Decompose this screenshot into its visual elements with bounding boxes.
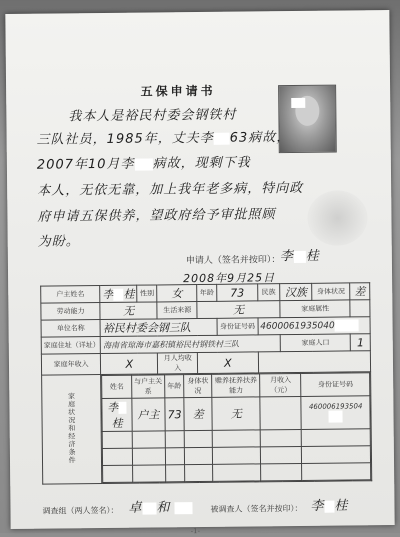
blank-cell (302, 463, 371, 481)
cell-empty (258, 351, 371, 373)
cell-value: 裕民村委会钢三队 (100, 318, 217, 336)
cell-value: 海南省琼海市嘉积镇裕民村钢铁村三队 (100, 335, 280, 354)
investigated-sig-text: 李 (310, 498, 325, 514)
cell-value: 73 (217, 284, 258, 301)
cell-value: 1 (350, 334, 370, 351)
members-subtable-cell (101, 372, 372, 484)
investigated-signature (310, 494, 348, 513)
investigator-label: 调查组（两人签名）： (42, 505, 119, 516)
investigator-sig-text: 卓 (128, 500, 143, 516)
cell-label: 民族 (257, 284, 280, 301)
applicant-sig-text: 李 (279, 249, 294, 265)
blank-cell (213, 447, 261, 465)
blank-cell (102, 431, 132, 448)
body-line-3 (37, 151, 251, 172)
cell-value: 无 (197, 301, 280, 319)
body-line-3-text: 2007年10月李 (36, 156, 135, 173)
form-title: 五保申请书 (140, 83, 216, 99)
id-value: 4600061935040 (260, 321, 335, 332)
redaction-box (134, 158, 152, 170)
applicant-label: 申请人（签名并按印）： (185, 255, 281, 267)
cell-label: 年龄 (197, 284, 217, 301)
cell-label: 身份证号码 (217, 318, 258, 335)
cell-empty (350, 300, 370, 317)
blank-cell (261, 463, 302, 480)
redaction-box (142, 502, 156, 514)
body-line-3-tail: 病故，现剩下我 (152, 155, 251, 172)
redaction-box (324, 500, 334, 512)
cell-label: 生活来源 (157, 302, 197, 319)
blank-cell (213, 464, 261, 482)
member-name-tail: 桂 (111, 416, 123, 430)
investigator-signature (128, 496, 192, 516)
redaction-box (294, 250, 306, 262)
cell-value: 汉族 (280, 283, 312, 300)
body-line-5 (37, 203, 275, 224)
redaction-box (214, 132, 230, 144)
blank-cell (103, 448, 133, 465)
member-age: 73 (165, 398, 184, 431)
redaction-box (335, 319, 359, 331)
member-col: 赡养抚养扶养能力 (212, 374, 260, 398)
ink-stamp (307, 190, 368, 246)
redaction-box (174, 502, 192, 514)
body-line-4-text: 本人，无依无靠，加上我年老多病，特向政 (37, 180, 304, 199)
application-form-sheet (5, 10, 394, 536)
blank-cell (165, 431, 184, 448)
member-col: 月收入（元） (260, 373, 301, 396)
name-value-tail: 桂 (123, 287, 135, 301)
blank-cell (165, 448, 184, 465)
cell-label: 性别 (137, 285, 157, 302)
investigated-label: 被调查人（签名并按印）： (210, 503, 303, 514)
cell-value (258, 317, 371, 335)
cell-label: 身体状况 (312, 283, 350, 300)
cell-label: 家庭属性 (280, 300, 350, 318)
member-name (102, 398, 132, 431)
cell-label: 家庭年收入 (41, 354, 100, 376)
cell-value: 差 (350, 283, 370, 300)
member-relation: 户主 (132, 398, 166, 431)
members-subtable (101, 372, 371, 483)
cell-label: 家庭住址（详址） (41, 337, 100, 355)
cell-label: 劳动能力 (41, 303, 100, 321)
blank-cell (132, 431, 165, 448)
blank-cell (166, 465, 185, 482)
member-support: 无 (212, 397, 261, 431)
member-col: 年龄 (165, 375, 184, 398)
cell-value: X (101, 353, 158, 375)
name-value: 李 (102, 287, 114, 302)
member-name-text: 李 (107, 400, 119, 414)
body-line-2 (37, 126, 291, 148)
body-line-1-text: 我本人是裕民村委会钢铁村 (68, 107, 237, 125)
applicant-sig-tail: 桂 (305, 248, 320, 264)
cell-value: 无 (100, 302, 157, 320)
cell-value: X (198, 352, 259, 374)
body-line-2-tail: 63病故， (229, 130, 291, 146)
cell-label: 月人均收入 (158, 353, 198, 374)
page-number: -1- (190, 527, 200, 536)
blank-cell (132, 465, 165, 482)
investigator-sig-tail: 和 (156, 500, 171, 516)
redaction-box (118, 402, 126, 414)
blank-cell (212, 430, 260, 448)
cell-label: 户主姓名 (41, 286, 100, 304)
member-col: 姓名 (102, 375, 132, 398)
investigated-sig-tail: 桂 (334, 498, 349, 514)
member-col: 与户主关系 (131, 375, 164, 398)
body-line-1 (68, 104, 236, 125)
body-line-6 (38, 230, 80, 249)
member-income (260, 396, 301, 429)
applicant-signature (280, 245, 320, 264)
applicant-info-table (40, 282, 372, 484)
blank-cell (261, 446, 302, 463)
blank-cell (184, 447, 212, 464)
cell-label: 单位名称 (41, 320, 100, 338)
redaction-box (114, 289, 124, 301)
blank-cell (185, 464, 213, 481)
cell-label: 家庭人口 (280, 334, 350, 352)
blank-cell (261, 429, 302, 446)
vertical-label: 家庭状况和经济条件 (67, 392, 77, 465)
cell-value: 女 (157, 285, 197, 302)
member-col: 身份证号码 (301, 373, 370, 397)
member-id (301, 396, 370, 430)
body-line-5-text: 府申请五保供养，望政府给予审批照顾 (37, 207, 276, 225)
blank-cell (103, 465, 133, 482)
blank-cell (302, 429, 371, 447)
cell-value (100, 285, 137, 302)
member-id-text: 460006193504 (308, 402, 363, 411)
member-health: 差 (184, 397, 213, 430)
body-line-4 (37, 177, 303, 199)
blank-cell (132, 448, 165, 465)
body-line-6-text: 为盼。 (37, 234, 80, 250)
blank-cell (184, 430, 212, 447)
redaction-box (329, 411, 343, 423)
application-date: 2008年9月25日 (183, 271, 276, 286)
blank-cell (302, 446, 371, 464)
body-line-2-text: 三队社员，1985年，丈夫李 (36, 130, 214, 148)
members-section-label (42, 375, 102, 485)
member-col: 身体状况 (184, 374, 212, 397)
photo-redaction (291, 98, 305, 108)
